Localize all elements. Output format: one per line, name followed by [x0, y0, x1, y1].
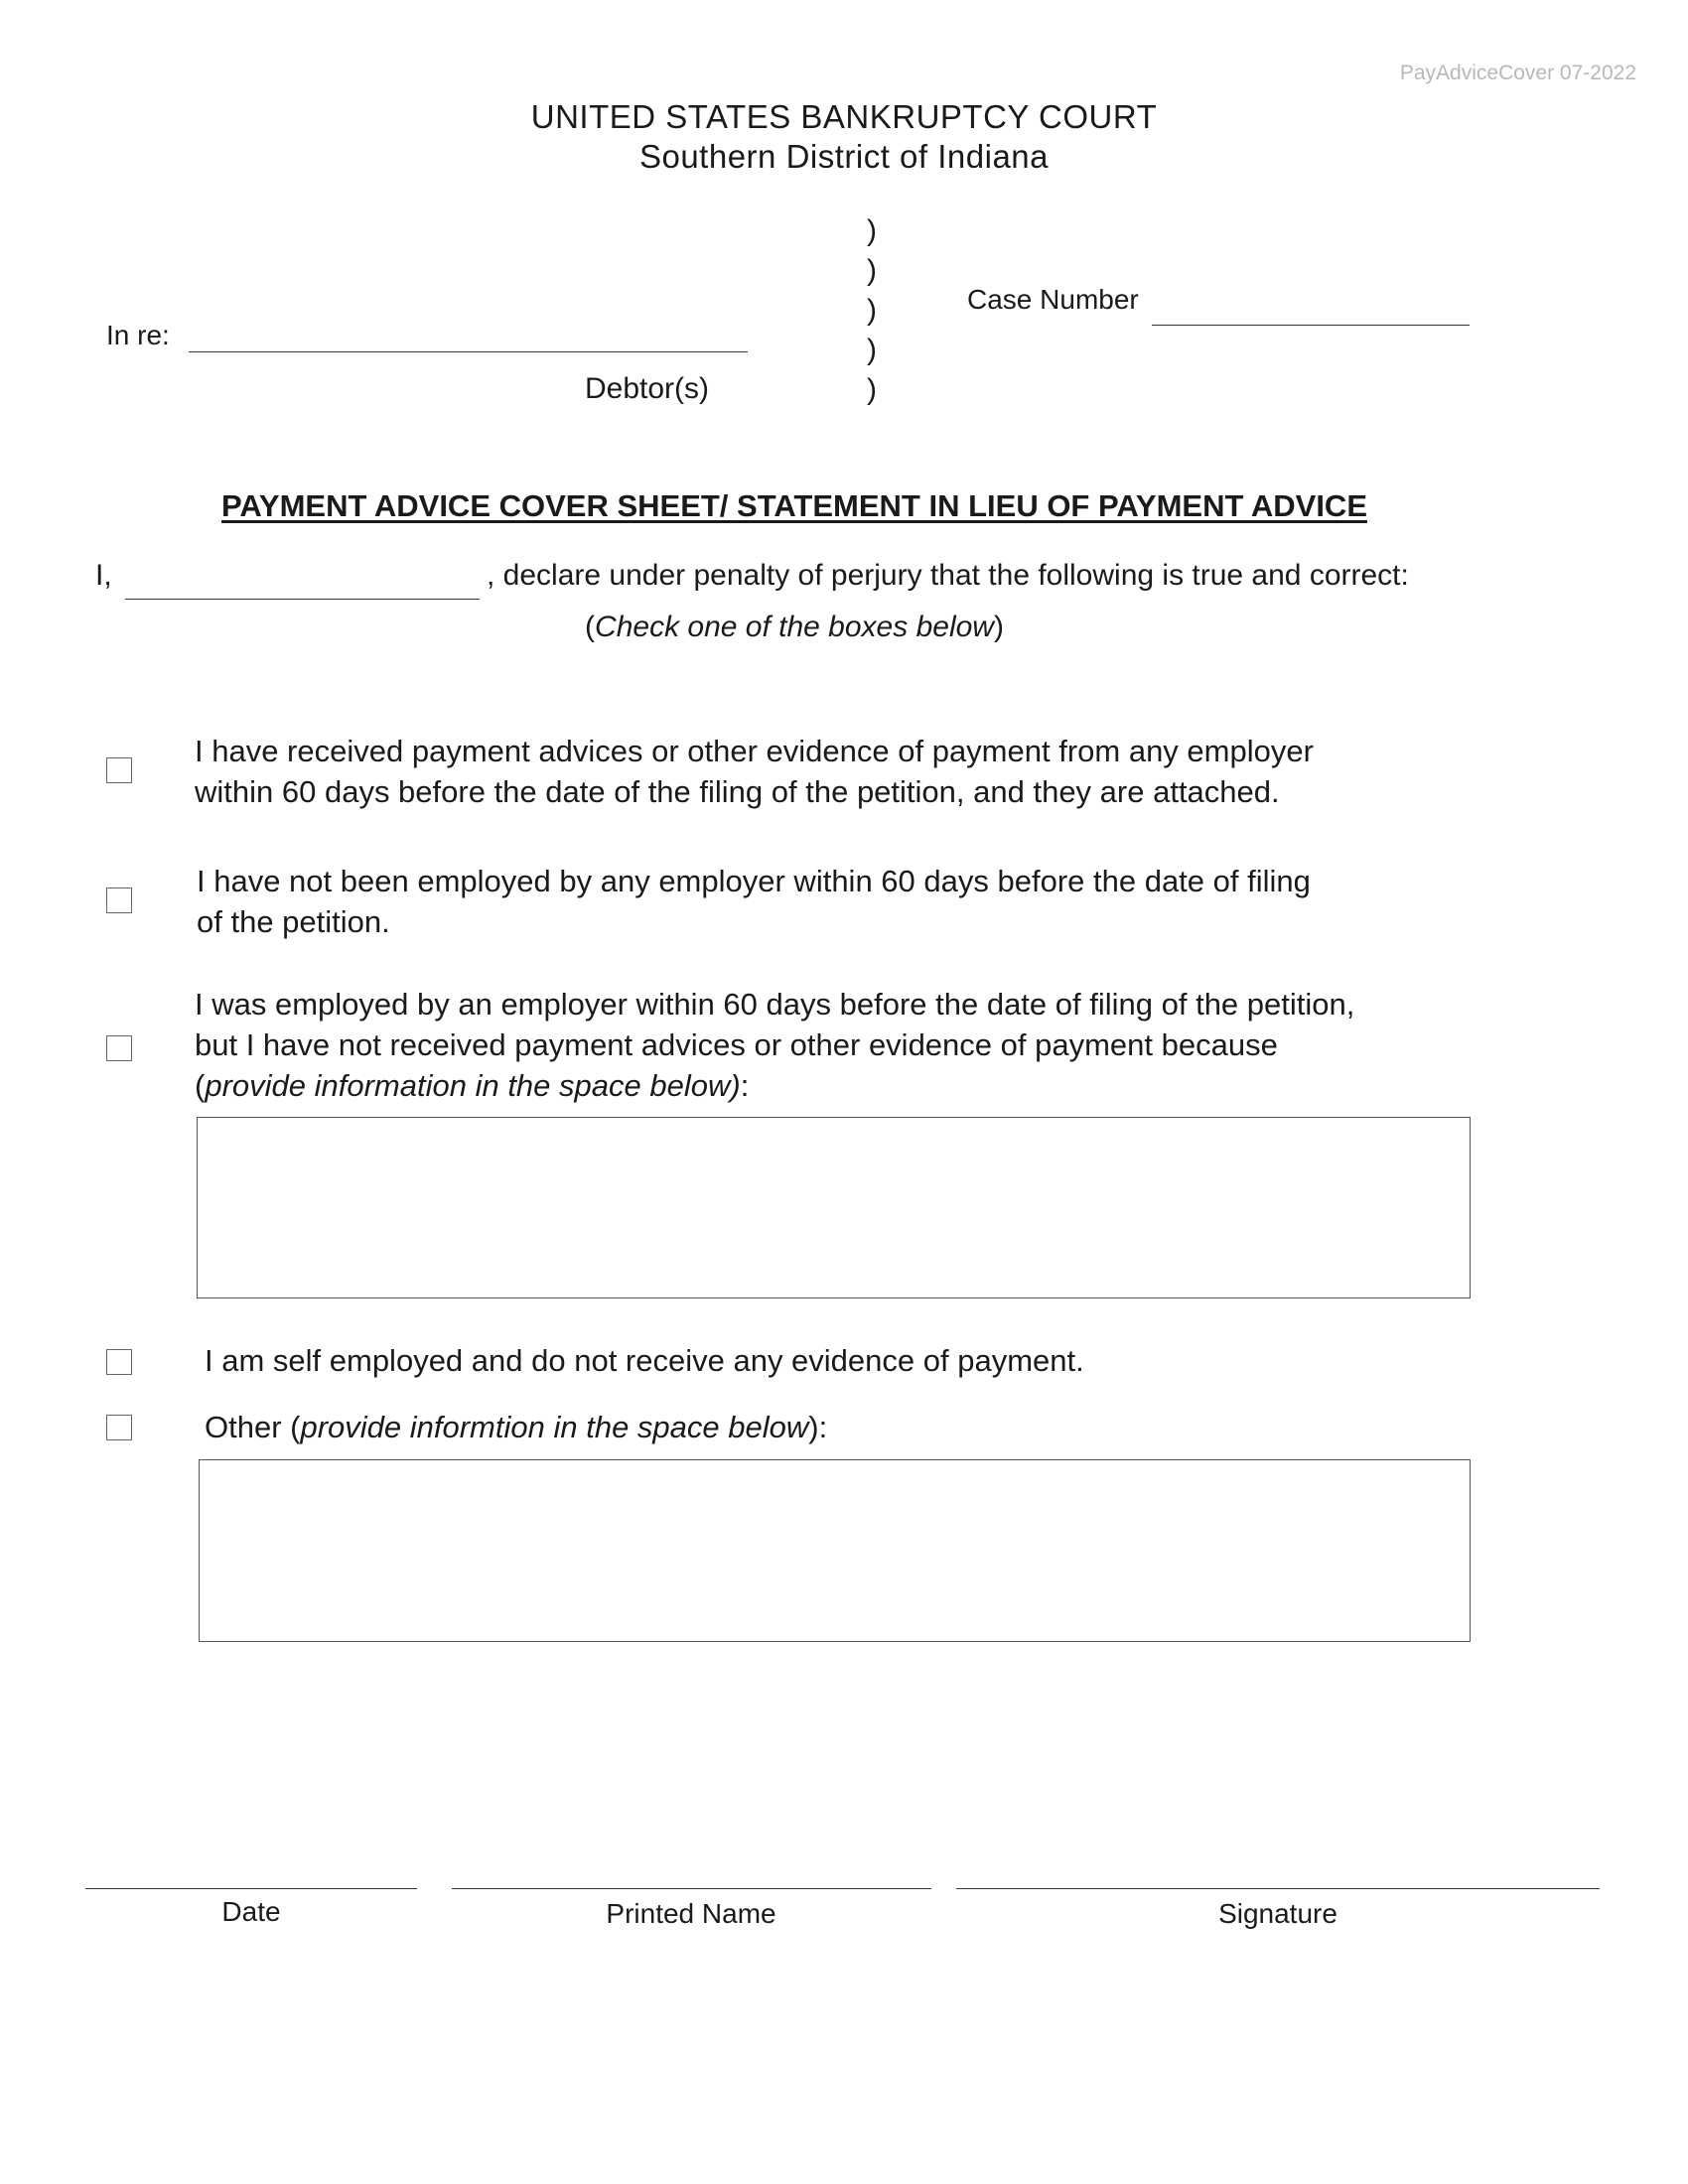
instruction-text: Check one of the boxes below: [595, 611, 994, 643]
in-re-label: In re:: [106, 320, 170, 350]
option-line: I have not been employed by any employer within 60 days before the date of filing: [197, 864, 1311, 898]
option-line: within 60 days before the date of the filing of the petition, and they are attached.: [195, 774, 1280, 809]
signature-label: Signature: [1218, 1898, 1337, 1929]
case-number-line[interactable]: [1152, 325, 1470, 326]
printed-name-label: Printed Name: [606, 1898, 776, 1929]
option-instruction: provide information in the space below): [205, 1068, 741, 1103]
checkbox-received-advices[interactable]: [106, 757, 132, 783]
date-line[interactable]: [85, 1888, 417, 1889]
case-number-label: Case Number: [967, 284, 1139, 315]
other-label: Other (: [205, 1410, 301, 1444]
printed-name-line[interactable]: [452, 1888, 931, 1889]
paren-close: ):: [808, 1410, 828, 1444]
other-instruction: provide informtion in the space below: [300, 1410, 809, 1444]
paren-open: (: [195, 1068, 206, 1103]
option-line: I have received payment advices or other evidence of payment from any employer: [195, 734, 1314, 768]
colon: :: [740, 1068, 750, 1103]
page-title: PAYMENT ADVICE COVER SHEET/ STATEMENT IN LIEU OF PAYMENT ADVICE: [220, 488, 1367, 523]
option-line: I was employed by an employer within 60 days before the date of filing of the petition,: [195, 987, 1355, 1022]
declarant-name-line[interactable]: [125, 599, 480, 600]
paren-close: ): [993, 611, 1004, 643]
paren-open: (: [585, 611, 596, 643]
court-name: UNITED STATES BANKRUPTCY COURT: [530, 98, 1158, 135]
caption-parens: [867, 211, 887, 410]
option-self-employed: I am self employed and do not receive any evidence of payment.: [205, 1343, 1084, 1378]
option-line: of the petition.: [197, 904, 390, 939]
court-header: [0, 97, 1688, 177]
form-id: PayAdviceCover 07-2022: [1399, 62, 1636, 84]
paren: ): [867, 214, 877, 247]
paren: ): [867, 373, 877, 406]
date-label: Date: [221, 1896, 281, 1927]
checkbox-not-employed[interactable]: [106, 887, 132, 913]
debtor-name-line[interactable]: [189, 351, 748, 352]
option-line: [195, 1065, 1354, 1106]
checkbox-employed-no-advices[interactable]: [106, 1035, 132, 1061]
debtor-label: Debtor(s): [585, 372, 710, 405]
declaration-prefix: I,: [95, 559, 112, 592]
option-employed-no-advices: [195, 984, 1354, 1106]
declaration-text: , declare under penalty of perjury that the following is true and correct:: [487, 559, 1409, 592]
paren: ): [867, 254, 877, 287]
option-line: but I have not received payment advices or other evidence of payment because: [195, 1027, 1278, 1062]
option-received-advices: [195, 731, 1314, 812]
option-not-employed: [197, 861, 1311, 942]
court-district: Southern District of Indiana: [638, 138, 1050, 175]
checkbox-self-employed[interactable]: [106, 1349, 132, 1375]
other-explanation-box[interactable]: [199, 1459, 1471, 1642]
employed-explanation-box[interactable]: [197, 1117, 1471, 1298]
declaration-instruction: [0, 608, 1589, 647]
option-other: [205, 1407, 827, 1447]
checkbox-other[interactable]: [106, 1415, 132, 1440]
signature-line[interactable]: [956, 1888, 1600, 1889]
paren: ): [867, 334, 877, 366]
paren: ): [867, 294, 877, 327]
